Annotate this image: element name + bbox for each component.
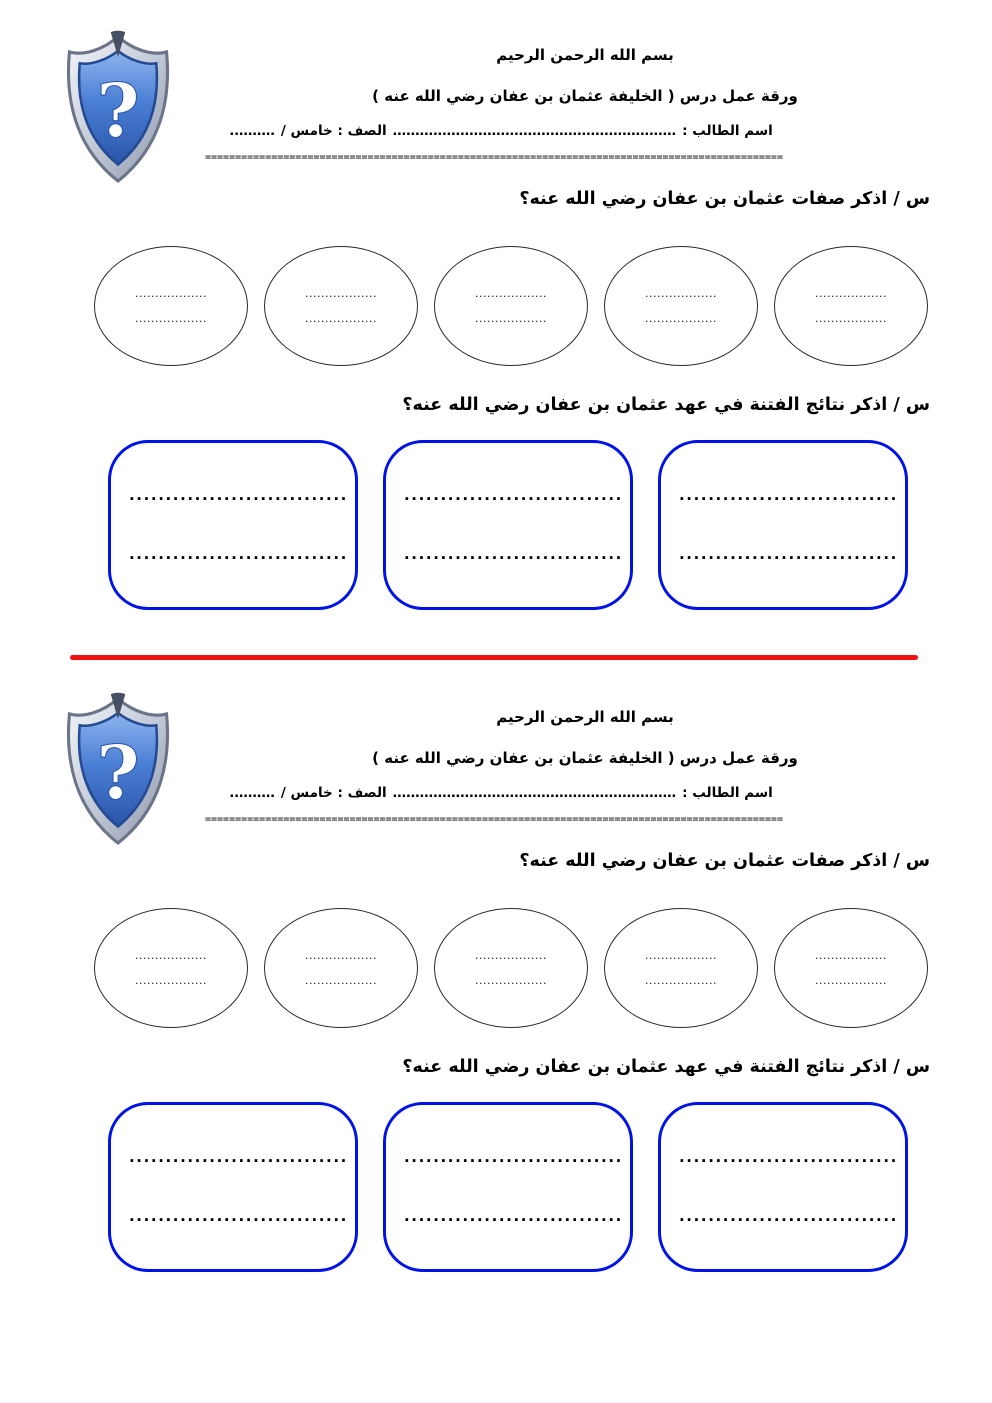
answer-dotted-line: ..................	[815, 949, 887, 962]
shield-question-icon	[56, 692, 180, 868]
answer-dotted-line: ..................	[305, 287, 377, 300]
fitna-answer-box	[383, 1102, 633, 1272]
worksheet-title: ورقة عمل درس ( الخليفة عثمان بن عفان رضي الله عنه )	[372, 749, 798, 767]
student-info-row	[205, 123, 797, 139]
answer-dotted-line: ..................	[305, 949, 377, 962]
answer-dotted-line: ..................	[475, 287, 547, 300]
answer-dotted-line: ..................	[645, 974, 717, 987]
answer-dotted-line: ..............................	[404, 1207, 623, 1225]
equals-separator: ================================================================================================	[205, 814, 783, 825]
answer-dotted-line: ..............................	[404, 1148, 623, 1166]
answer-dotted-line: ..................	[475, 312, 547, 325]
answer-dotted-line: ..............................	[679, 1148, 898, 1166]
answer-dotted-line: ..................	[815, 287, 887, 300]
student-name-fill-line: ………………………………………………………	[392, 785, 677, 801]
student-name-label: اسم الطالب :	[682, 123, 773, 139]
fitna-answer-box	[658, 1102, 908, 1272]
trait-answer-ellipse	[604, 908, 758, 1028]
question-traits: س / اذكر صفات عثمان بن عفان رضي الله عنه؟	[519, 189, 930, 209]
fitna-answer-row	[108, 440, 908, 610]
answer-dotted-line: ..................	[135, 974, 207, 987]
trait-answer-ellipse	[774, 908, 928, 1028]
answer-dotted-line: ..................	[135, 949, 207, 962]
equals-separator: ================================================================================================	[205, 152, 783, 163]
class-fill-line: ……….	[229, 123, 275, 139]
answer-dotted-line: ..................	[135, 312, 207, 325]
answer-dotted-line: ..............................	[129, 486, 348, 504]
trait-answer-ellipse	[94, 246, 248, 366]
answer-dotted-line: ..................	[815, 312, 887, 325]
worksheet-title: ورقة عمل درس ( الخليفة عثمان بن عفان رضي الله عنه )	[372, 87, 798, 105]
svg-text:?: ?	[96, 728, 140, 817]
class-label: الصف : خامس /	[280, 785, 387, 801]
answer-dotted-line: ..................	[305, 312, 377, 325]
answer-dotted-line: ..............................	[404, 545, 623, 563]
basmala-text: بسم الله الرحمن الرحيم	[496, 46, 674, 64]
page-divider	[70, 655, 918, 660]
answer-dotted-line: ..............................	[129, 1148, 348, 1166]
trait-answer-ellipse	[434, 908, 588, 1028]
shield-question-icon	[56, 30, 180, 206]
student-name-label: اسم الطالب :	[682, 785, 773, 801]
trait-answer-ellipse	[434, 246, 588, 366]
traits-answer-row	[94, 246, 928, 366]
answer-dotted-line: ..............................	[679, 545, 898, 563]
class-label: الصف : خامس /	[280, 123, 387, 139]
question-fitna: س / اذكر نتائج الفتنة في عهد عثمان بن عفان رضي الله عنه؟	[402, 395, 930, 415]
trait-answer-ellipse	[264, 246, 418, 366]
question-traits: س / اذكر صفات عثمان بن عفان رضي الله عنه؟	[519, 851, 930, 871]
fitna-answer-box	[658, 440, 908, 610]
trait-answer-ellipse	[604, 246, 758, 366]
answer-dotted-line: ..................	[475, 949, 547, 962]
fitna-answer-box	[108, 440, 358, 610]
svg-text:?: ?	[96, 66, 140, 155]
answer-dotted-line: ..............................	[404, 486, 623, 504]
answer-dotted-line: ..............................	[679, 486, 898, 504]
answer-dotted-line: ..............................	[129, 545, 348, 563]
fitna-answer-box	[383, 440, 633, 610]
answer-dotted-line: ..................	[475, 974, 547, 987]
question-fitna: س / اذكر نتائج الفتنة في عهد عثمان بن عفان رضي الله عنه؟	[402, 1057, 930, 1077]
trait-answer-ellipse	[94, 908, 248, 1028]
student-name-fill-line: ………………………………………………………	[392, 123, 677, 139]
fitna-answer-box	[108, 1102, 358, 1272]
answer-dotted-line: ..............................	[679, 1207, 898, 1225]
answer-dotted-line: ..................	[815, 974, 887, 987]
answer-dotted-line: ..................	[645, 949, 717, 962]
basmala-text: بسم الله الرحمن الرحيم	[496, 708, 674, 726]
answer-dotted-line: ..............................	[129, 1207, 348, 1225]
class-fill-line: ……….	[229, 785, 275, 801]
student-info-row	[205, 785, 797, 801]
answer-dotted-line: ..................	[645, 287, 717, 300]
answer-dotted-line: ..................	[135, 287, 207, 300]
traits-answer-row	[94, 908, 928, 1028]
trait-answer-ellipse	[264, 908, 418, 1028]
answer-dotted-line: ..................	[645, 312, 717, 325]
worksheet-copy-1	[0, 0, 992, 654]
answer-dotted-line: ..................	[305, 974, 377, 987]
trait-answer-ellipse	[774, 246, 928, 366]
fitna-answer-row	[108, 1102, 908, 1272]
worksheet-copy-2	[0, 662, 992, 1316]
